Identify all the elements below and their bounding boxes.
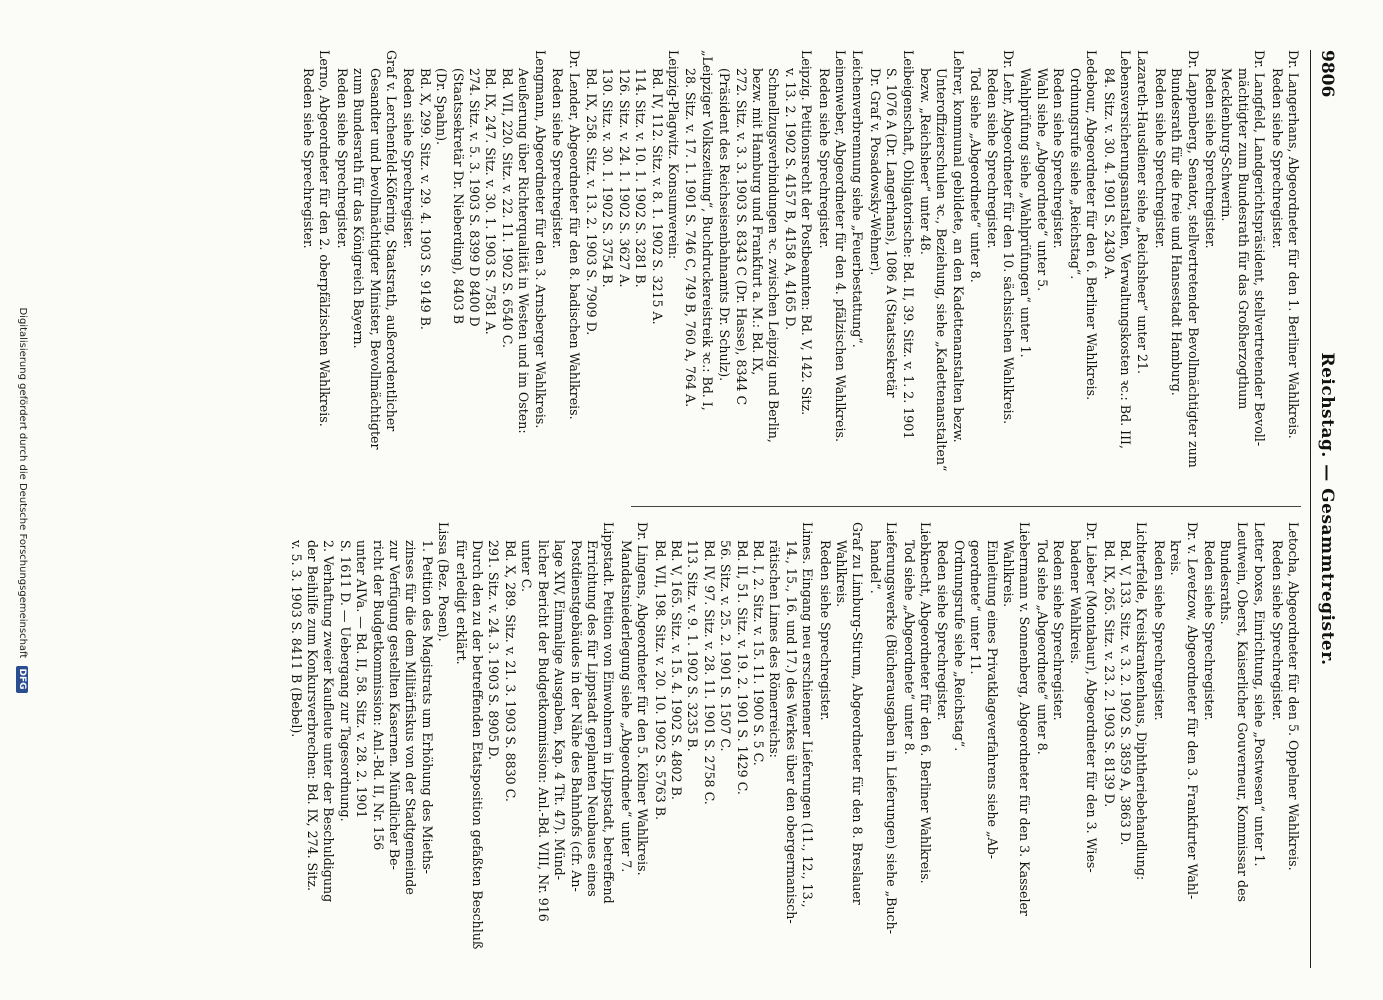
entry-line: Reden siehe Sprechregister. [334,68,350,249]
index-entry [1202,50,1268,490]
index-entry [1100,522,1149,970]
entry-headline: Dr. Lappenberg, Senator, stellvertretender Bevollmächtigter zum [1185,50,1201,468]
entry-line: bezw. mit Hamburg und Frankfurt a. M.: Bd. IX, [750,68,765,376]
index-entry [1268,50,1301,490]
entry-line: 113. Sitz. v. 9. 1. 1902 S. 3235 B. [685,540,701,752]
entry-headline: Graf v. Lerchenfeld-Köfering, Staatsrath, außerordentlicher [384,50,400,432]
index-entry [866,50,915,490]
index-entry [1150,522,1199,970]
entry-headline: Dr. Lender, Abgeordneter für den 8. badischen Wahlkreis. [566,50,582,420]
entry-headline: Lazareth-Hausdiener siehe „Reichsheer“ unter 21. [1135,50,1151,375]
index-entry [333,50,399,490]
entry-line: zum Bundesrath für das Königreich Bayern. [351,68,367,349]
entry-line: Mecklenburg-Schwerin. [1219,68,1235,222]
entry-headline: Liebermann v. Sonnenberg, Abgeordneter für den 3. Kasseler [1017,522,1033,916]
index-entry [849,50,865,490]
entry-headline: Lieferungswerke (Bücherausgaben in Lieferungen) siehe „Buch- [884,522,900,934]
entry-headline: Ledebour, Abgeordneter für den 6. Berliner Wahlkreis. [1084,50,1100,401]
entry-line: Bd. VII, 220. Sitz. v. 22. 11. 1902 S. 6540 C. [499,68,515,348]
entry-line: 291. Sitz. v. 24. 3. 1903 S. 8905 D. [486,540,502,761]
entry-headline: Leibeigenschaft, Obligatorische: Bd. II, 39. Sitz. v. 1. 2. 1901 [900,50,916,440]
entry-line: rätischen Limes des Römerreichs: [767,540,783,758]
entry-line: 126. Sitz. v. 24. 1. 1902 S. 3627 A. [616,68,632,288]
index-entry [1017,50,1099,490]
entry-line: Bd. V, 165. Sitz. v. 15. 4. 1902 S. 4802 B. [668,540,684,800]
entry-line: Schnellzugsverbindungen ꝛc. zwischen Leipzig und Berlin, [766,68,782,443]
index-entry [1268,522,1301,970]
entry-line: Gesandter und bevollmächtigter Minister, Bevollmächtigter [367,68,383,450]
running-title: Reichstag. — Gesammtregister. [1317,352,1337,666]
entry-line: Bd. X, 289. Sitz. v. 21. 3. 1903 S. 8830 C. [502,540,518,802]
entry-line: Reden siehe Sprechregister. [1269,540,1285,721]
entry-line: (Dr. Spahn). [434,68,450,145]
entry-line: Reden siehe Sprechregister. [1051,68,1067,249]
entry-headline: Letocha, Abgeordneter für den 5. Oppelner Wahlkreis. [1286,522,1301,871]
entry-line: Einleitung eines Privatklageverfahrens siehe „Ab- [984,540,1000,859]
footer [16,10,28,990]
entry-line: Errichtung des für Lippstadt geplanten Neubaues eines [584,540,600,897]
entry-line: Reden siehe Sprechregister. [984,68,1000,249]
header-rule [1310,50,1311,968]
entry-line: Reden siehe Sprechregister. [1051,540,1067,721]
entry-line: 84. Sitz. v. 30. 4. 1901 S. 2430 A. [1101,68,1117,280]
index-entry [651,522,815,970]
column-divider [631,506,1301,507]
entry-line: Reden siehe Sprechregister. [935,540,951,721]
entry-line: Bd. IV, 97. Sitz. v. 28. 11. 1901 S. 2758 C. [701,540,717,805]
entry-line: Reden siehe Sprechregister. [550,68,566,249]
index-entry [617,522,650,970]
entry-line: richt der Budgetkommission: Anl.-Bd. II, Nr. 156 [370,540,386,851]
index-entry [900,522,933,970]
entry-line: Wahlprüfung siehe „Wahlprüfungen“ unter 1. [1018,68,1034,358]
entry-line: Bd. X, 299. Sitz. v. 29. 4. 1903 S. 9149 B. [417,68,433,330]
entry-line: 56. Sitz. v. 25. 2. 1901 S. 1507 C. [718,540,734,752]
index-entry [300,50,333,490]
entry-line: (Präsident des Reichseisenbahnamts Dr. Schulz). [717,68,733,382]
entry-headline: Lichterfelde, Kreiskrankenhaus, Diphtheriebehandlung: [1134,522,1150,881]
entry-headline: Dr. v. Levetzow, Abgeordneter für den 3. Frankfurter Wahl- [1184,522,1200,900]
entry-line: 28. Sitz. v. 17. 1. 1901 S. 746 C, 749 B, 760 A, 764 A. [683,68,699,408]
right-column [286,522,1301,970]
entry-headline: Dr. Langerhans, Abgeordneter für den 1. Berliner Wahlkreis. [1286,50,1301,439]
entry-line: der Beihilfe zum Konkursverbrechen: Bd. IX, 274. Sitz. [305,540,321,892]
entry-line: Bd. V, 133. Sitz. v. 3. 2. 1902 S. 3859 A, 3863 D. [1117,540,1133,846]
index-entry [816,522,865,970]
entry-headline: Leichenverbrennung siehe „Feuerbestattung“. [850,50,866,348]
entry-line: S. 1611 D. — Uebergang zur Tagesordnung. [337,540,353,822]
entry-line: S. 1076 A (Dr. Langerhans), 1086 A (Staatssekretär [884,68,900,398]
dfg-logo: DFG [16,666,28,693]
index-entry [682,50,715,490]
index-entry [1201,522,1250,970]
index-entry [1134,50,1150,490]
entry-headline: Lerno, Abgeordneter für den 2. oberpfälzischen Wahlkreis. [317,50,333,427]
entry-line: Reden siehe Sprechregister. [301,68,317,249]
entry-line: licher Bericht der Budgetkommission: Anl.-Bd. VIII, Nr. 916 [535,540,551,922]
entry-line: Durch den zu der betreffenden Etatsposition gefaßten Beschluß [470,540,486,950]
entry-line: Reden siehe Sprechregister. [1152,68,1168,249]
index-entry [917,50,966,490]
index-entry [934,522,1032,970]
entry-line: Reden siehe Sprechregister. [1269,68,1285,249]
entry-headline: Liebknecht, Abgeordneter für den 6. Berliner Wahlkreis. [918,522,934,884]
entry-line: Wahlkreis. [1001,540,1017,608]
page-header [1311,50,1337,968]
entry-line: Reden siehe Sprechregister. [816,68,832,249]
entry-headline: Lissa (Bez. Posen). [436,522,452,642]
entry-line: 14., 15., 16. und 17.) des Werkes über den obergermanisch- [783,540,799,924]
index-entry [549,50,582,490]
entry-line: Reden siehe Sprechregister. [1151,540,1167,721]
entry-line: für erledigt erklärt. [453,540,469,665]
entry-line: Bundesraths. [1218,540,1234,625]
entry-line: 114. Sitz. v. 10. 1. 1902 S. 3281 B. [633,68,649,288]
entry-headline: Leutwein, Oberst, Kaiserlicher Gouverneur, Kommissar des [1234,522,1250,902]
entry-line: Bd. II, 51. Sitz. v. 19. 2. 1901 S. 1429 C. [734,540,750,795]
index-entry [866,522,899,970]
entry-line: unter C. [519,540,535,592]
entry-line: Tod siehe „Abgeordnete“ unter 8. [901,540,917,755]
entry-headline: Lehrer, kommunal gebildete, an den Kadettenanstalten bezw. [950,50,966,443]
entry-headline: Leipzig-Plagwitz. Konsumverein: [665,50,681,260]
entry-line: Reden siehe Sprechregister. [817,540,833,721]
entry-headline: Dr. Lieber (Montabaur), Abgeordneter für den 3. Wies- [1084,522,1100,873]
entry-line: bezw. „Reichsheer“ unter 48. [918,68,934,255]
page-number: 9806 [1317,50,1337,98]
entry-line: Reden siehe Sprechregister. [401,68,417,249]
entry-headline: Graf zu Limburg-Stirum, Abgeordneter für den 8. Breslauer [850,522,866,905]
entry-line: Ordnungsrufe siehe „Reichstag“. [951,540,967,752]
index-entry [1251,522,1267,970]
index-entry [716,50,814,490]
entry-line: kreis. [1168,540,1184,576]
entry-line: v. 13. 2. 1902 S. 4157 B, 4158 A, 4165 D. [782,68,798,331]
index-entry [967,50,1016,490]
entry-line: Reden siehe Sprechregister. [1201,540,1217,721]
entry-line: zinses für die dem Militärfiskus von der Stadtgemeinde [403,540,419,895]
entry-line: Ordnungsrufe siehe „Reichstag“. [1067,68,1083,280]
entry-line: v. 5. 3. 1903 S. 8411 B (Bebel). [288,540,304,738]
entry-line: (Staatssekretär Dr. Nieberding), 8403 B [450,68,466,325]
entry-line: geordnete“ unter 11. [968,540,984,675]
entry-line: Postdienstgebäudes in der Nähe des Bahnhofs (cfr. An- [568,540,584,892]
entry-line: Mandatsniederlegung siehe „Abgeordnete“ unter 7. [618,540,634,873]
index-entry [287,522,451,970]
entry-line: unter AIVa. — Bd. II, 58. Sitz. v. 28. 2. 1901 [354,540,370,819]
entry-line: zur Verfügung gestellten Kasernen. Mündlicher Be- [387,540,403,870]
footer-text: Digitalisierung gefördert durch die Deutsche Forschungsgemeinschaft [17,307,28,659]
entry-line: Unteroffizierschulen ꝛc., Beziehung, siehe „Kadettenanstalten“ [934,68,950,472]
index-entry [1151,50,1200,490]
entry-line: Dr. Graf v. Posadowsky-Wehner). [867,68,883,276]
entry-line: Wahlkreis. [834,540,850,608]
left-column [299,50,1301,490]
entry-headline: Lebensversicherungsanstalten, Verwaltungskosten ꝛc.: Bd. III, [1117,50,1133,450]
entry-line: 2. Verhaftung zweier Kaufleute unter der Beschuldigung [321,540,337,903]
entry-line: Tod siehe „Abgeordnete“ unter 8. [968,68,984,283]
entry-line: Bundesrath für die freie und Hansestadt Hamburg. [1169,68,1185,396]
index-entry [400,50,548,490]
entry-line: Bd. VII, 198. Sitz. v. 20. 10. 1902 S. 5763 B. [652,540,668,821]
entry-headline: Letter boxes, Einrichtung, siehe „Postwesen“ unter 1. [1252,522,1268,867]
entry-line: Bd. IV, 112. Sitz. v. 8. 1. 1902 S. 3215 A. [649,68,665,325]
index-entry [815,50,848,490]
entry-line: lage XIV, Einmalige Ausgaben, Kap. 4 Tit. 47). Münd- [552,540,568,880]
entry-line: Bd. I, 2. Sitz. v. 15. 11. 1900 S. 5 C. [751,540,766,766]
entry-line: Aeußerung über Richterqualität in Westen und im Osten: [516,68,532,434]
entry-line: Bd. IX, 247. Sitz. v. 30. 1. 1903 S. 7581 A. [483,68,499,335]
entry-headline: Lengmann, Abgeordneter für den 3. Arnsberger Wahlkreis. [532,50,548,429]
entry-line: badener Wahlkreis. [1067,540,1083,664]
entry-line: Reden siehe Sprechregister. [1202,68,1218,249]
entry-headline: Dr. Lingens, Abgeordneter für den 5. Kölner Wahlkreis. [635,522,651,876]
entry-line: handel“. [867,540,883,594]
entry-headline: Dr. Langfeld, Landgerichtspräsident, stellvertretender Bevoll- [1252,50,1268,447]
entry-headline: Leinenweber, Abgeordneter für den 4. pfälzischen Wahlkreis. [833,50,849,442]
index-entry [1034,522,1100,970]
entry-line: 1. Petition des Magistrats um Erhöhung des Mieths- [419,540,435,874]
entry-headline: Lippstadt. Petition von Einwohnern in Lippstadt, betreffend [601,522,617,904]
entry-headline: Limes. Eingang neu erschienener Lieferungen (11., 12., 13., [800,522,816,908]
index-entry [583,50,681,490]
index-entry [1100,50,1133,490]
entry-line: 274. Sitz. v. 5. 3. 1903 S. 8399 D 8400 D [467,68,483,327]
entry-line: Bd. IX, 258. Sitz. v. 13. 2. 1903 S. 7909 D. [583,68,599,336]
entry-line: mächtigter zum Bundesrath für das Großherzogthum [1235,68,1251,410]
entry-line: 272. Sitz. v. 3. 3. 1903 S. 8343 C (Dr. Hasse), 8344 C [733,68,749,406]
entry-line: Wahl siehe „Abgeordnete“ unter 5. [1034,68,1050,292]
entry-line: Tod siehe „Abgeordnete“ unter 8. [1034,540,1050,755]
index-entry [452,522,616,970]
entry-line: 130. Sitz. v. 30. 1. 1902 S. 3754 B. [600,68,616,288]
entry-line: Bd. IX, 265. Sitz. v. 23. 2. 1903 S. 8139 D. [1101,540,1117,808]
entry-headline: Dr. Lehr, Abgeordneter für den 10. sächsischen Wahlkreis. [1001,50,1017,425]
entry-headline: „Leipziger Volkszeitung“, Buchdruckereistreik ꝛc.: Bd. I, [699,50,715,411]
entry-headline: Leipzig. Petitionsrecht der Postbeamten: Bd. V, 142. Sitz. [799,50,815,416]
